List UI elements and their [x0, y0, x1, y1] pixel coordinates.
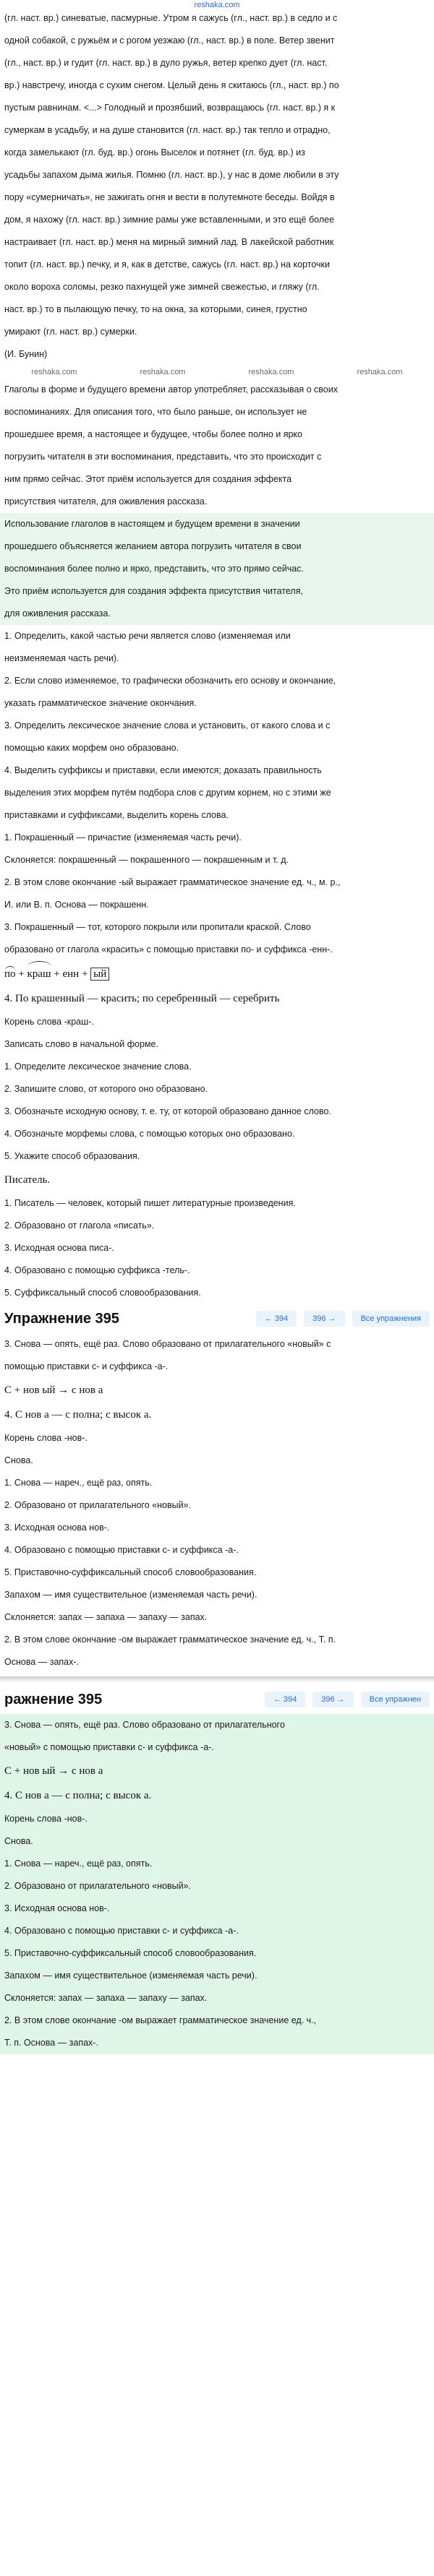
analysis-line: Корень слова -нов-.	[4, 1433, 88, 1443]
morph-scheme-3b: 4. С нов а — с полна; с высок а.	[4, 1409, 152, 1421]
root-krash: краш	[27, 961, 51, 986]
analysis-line: 1. Определите лексическое значение слова.	[4, 1061, 192, 1072]
analysis-line: 2. В этом слове окончание -ом выражает грамматическое значение ед. ч., Т. п.	[4, 1634, 336, 1645]
analysis-line: 3. Снова — опять, ещё раз. Слово образовано от прилагательного	[4, 1720, 285, 1730]
analysis-line: Склоняется: покрашенный — покрашенного — покрашенным и т. д.	[4, 855, 289, 865]
text-line: вр.) навстречу, иногда с сухим снегом. Целый день я скитаюсь (гл., наст. вр.) по	[4, 80, 339, 90]
analysis-line: 5. Приставочно-суффиксальный способ словообразования.	[4, 1567, 257, 1577]
analysis-line: 5. Суффиксальный способ словообразования.	[4, 1288, 201, 1298]
morph-scheme-1b: 4. По крашенный — красить; по серебренный — серебрить	[4, 993, 280, 1004]
watermark: reshaka.com	[248, 368, 294, 376]
separator	[0, 1676, 434, 1682]
text-line: умирают (гл. наст. вр.) сумерки.	[4, 327, 137, 337]
text-line: наст. вр.) то в пылающую печку, то на окна, за которыми, синея, грустно	[4, 304, 307, 314]
text-line: пору «сумерничать», не зажигать огня и вести в полутемноте беседы. Войдя в	[4, 192, 335, 202]
task-line: указать грамматическое значение окончания.	[4, 698, 197, 708]
analysis-line: Т. п. Основа — запах-.	[4, 2038, 98, 2048]
next-exercise-button[interactable]: 396 →	[304, 1311, 344, 1327]
author: (И. Бунин)	[4, 349, 48, 359]
analysis-line: Записать слово в начальной форме.	[4, 1039, 158, 1049]
text-line: воспоминаниях. Для описания того, что было раньше, он использует не	[4, 407, 307, 417]
text-line: воспоминания более полно и ярко, представить, что это прямо сейчас.	[4, 564, 304, 574]
task-line: 2. Если слово изменяемое, то графически обозначить его основу и окончание,	[4, 676, 336, 686]
word3-list	[0, 1472, 434, 1584]
site-header-link[interactable]: reshaka.com	[194, 1, 240, 9]
repeat-block	[0, 1714, 434, 2054]
analysis-line: 2. Образовано от прилагательного «новый».	[4, 1500, 191, 1510]
suffix-enn: енн	[62, 968, 80, 980]
text-line: дом, я нахожу (гл. наст. вр.) зимние рамы уже вставленными, и это ещё более	[4, 215, 335, 225]
text-line: Использование глаголов в настоящем и будущем времени в значении	[4, 519, 300, 529]
analysis-line: Корень слова -краш-.	[4, 1017, 94, 1027]
watermark: reshaka.com	[31, 368, 77, 376]
word2-label: Писатель.	[4, 1174, 51, 1186]
next-label: 396	[312, 1314, 326, 1323]
task-line: выделения этих морфем путём подбора слов с другим корнем, но с этими же	[4, 788, 331, 798]
text-line: одной собакой, с ружьём и с рогом уезжаю (гл., наст. вр.) в поле. Ветер звенит	[4, 35, 335, 46]
text-line: усадьбы запахом дыма жилья. Помню (гл. наст. вр.), у нас в доме любили в эту	[4, 170, 339, 180]
text-line: прошедшее время, а настоящее и будущее, чтобы более полно и ярко	[4, 429, 302, 439]
intro-section	[0, 0, 434, 366]
task-line: 3. Определить лексическое значение слова и установить, от какого слова и с	[4, 720, 331, 731]
text-line: сумеркам в усадьбу, и на душе становится (гл. наст. вр.) так тепло и отрадно,	[4, 125, 331, 135]
word1-tail	[0, 1011, 434, 1168]
repeat-morph-3b: 4. С нов а — с полна; с высок а.	[4, 1790, 152, 1801]
task-line: неизменяемая часть речи).	[4, 653, 119, 663]
ending-yi: ый	[90, 968, 109, 981]
all-exercises-button[interactable]: Все упражнения	[352, 1311, 430, 1327]
analysis-line: Снова.	[4, 1836, 33, 1846]
analysis-line: Запахом — имя существительное (изменяемая часть речи).	[4, 1590, 258, 1600]
analysis-line: 2. Образовано от прилагательного «новый».	[4, 1881, 191, 1891]
text-line: около вороха соломы, резко пахнущей уже зимней свежестью, и гляжу (гл.	[4, 282, 320, 292]
paragraph-a	[0, 379, 434, 513]
analysis-line: 3. Покрашенный — тот, которого покрыли или пропитали краской. Слово	[4, 922, 311, 932]
analysis-line: 4. Обозначьте морфемы слова, с помощью которых оно образовано.	[4, 1129, 295, 1139]
prefix-po: по	[4, 966, 16, 980]
text-line: Это приём используется для создания эффекта присутствия читателя,	[4, 586, 303, 596]
watermark: reshaka.com	[357, 368, 403, 376]
next-exercise-button-2[interactable]: 396 →	[312, 1692, 353, 1707]
analysis-line: Снова.	[4, 1455, 33, 1465]
text-line: погрузить читателя в эти воспоминания, представить, что это происходит с	[4, 452, 322, 462]
text-line: Глаголы в форме и будущего времени автор употребляет, рассказывая о своих	[4, 384, 338, 395]
analysis-line: 2. В этом слове окончание -ом выражает грамматическое значение ед. ч.,	[4, 2015, 317, 2025]
analysis-line: 5. Приставочно-суффиксальный способ словообразования.	[4, 1948, 257, 1958]
exercise-nav-2	[265, 1692, 430, 1707]
analysis-line: «новый» с помощью приставки с- и суффикса -а-.	[4, 1742, 214, 1752]
watermark-row	[0, 366, 434, 379]
analysis-line: помощью приставки с- и суффикса -а-.	[4, 1361, 169, 1371]
word3-tail	[0, 1427, 434, 1472]
all-exercises-button-2[interactable]: Все упражнен	[361, 1692, 430, 1707]
analysis-line: 3. Обозначьте исходную основу, т. е. ту, от которой образовано данное слово.	[4, 1106, 331, 1116]
analysis-line: Корень слова -нов-.	[4, 1814, 88, 1824]
exercise-title-2: ражнение 395	[4, 1691, 103, 1707]
analysis-line: Склоняется: запах — запаха — запаху — запах.	[4, 1612, 208, 1622]
analysis-line: 1. Покрашенный — причастие (изменяемая часть речи).	[4, 832, 242, 843]
text-line: (гл. наст. вр.) синеватые, пасмурные. Утром я сажусь (гл., наст. вр.) в седло и с	[4, 13, 338, 23]
exercise-title: Упражнение 395	[4, 1310, 119, 1327]
analysis-line: 3. Снова — опять, ещё раз. Слово образовано от прилагательного «новый» с	[4, 1339, 331, 1349]
analysis-line: 3. Исходная основа писа-.	[4, 1243, 114, 1253]
word1-analysis	[0, 827, 434, 961]
analysis-line: Основа — запах-.	[4, 1657, 80, 1667]
text-line: (гл., наст. вр.) и гудит (гл. наст. вр.) в дуло ружья, ветер крепко дует (гл. наст.	[4, 58, 328, 68]
prev-label: 394	[274, 1314, 289, 1323]
text-line: ним прямо сейчас. Этот приём используется для создания эффекта	[4, 474, 292, 484]
analysis-line: 4. Образовано с помощью приставки с- и суффикса -а-.	[4, 1926, 239, 1936]
word2-analysis	[0, 1192, 434, 1304]
prev-exercise-button-2[interactable]: ← 394	[265, 1692, 305, 1707]
text-line: присутствия читателя, для оживления рассказа.	[4, 496, 208, 507]
analysis-line: 2. В этом слове окончание -ый выражает грамматическое значение ед. ч., м. р.,	[4, 877, 341, 887]
text-line: для оживления рассказа.	[4, 608, 111, 619]
tasks-list	[0, 625, 434, 827]
analysis-line: 3. Исходная основа нов-.	[4, 1903, 110, 1913]
paragraph-b	[0, 513, 434, 625]
analysis-line: И. или В. п. Основа — покрашенн.	[4, 900, 149, 910]
word3-analysis	[0, 1333, 434, 1378]
analysis-line: 4. Образовано с помощью приставки с- и суффикса -а-.	[4, 1545, 239, 1555]
exercise-header	[0, 1304, 434, 1333]
word4-analysis	[0, 1584, 434, 1673]
text-line: пустым равнинам. <...> Голодный и прозябший, возвращаюсь (гл. наст. вр.) я к	[4, 103, 336, 113]
analysis-line: Запахом — имя существительное (изменяемая часть речи).	[4, 1970, 258, 1981]
morph-scheme-3: С + нов ый → с нов а	[4, 1384, 103, 1396]
repeat-morph-3: С + нов ый → с нов а	[4, 1765, 103, 1777]
analysis-line: 3. Исходная основа нов-.	[4, 1522, 110, 1533]
task-line: 1. Определить, какой частью речи является слово (изменяемая или	[4, 631, 291, 641]
next-label-2: 396	[321, 1695, 335, 1704]
task-line: помощью каких морфем оно образовано.	[4, 743, 179, 753]
watermark: reshaka.com	[140, 368, 186, 376]
analysis-line: 2. Образовано от глагола «писать».	[4, 1220, 155, 1231]
analysis-line: 1. Писатель — человек, который пишет литературные произведения.	[4, 1198, 296, 1208]
analysis-line: 1. Снова — нареч., ещё раз, опять.	[4, 1478, 153, 1488]
task-line: приставками и суффиксами, выделить корень слова.	[4, 810, 229, 820]
prev-label-2: 394	[283, 1695, 297, 1704]
task-line: 4. Выделить суффиксы и приставки, если имеются; доказать правильность	[4, 765, 322, 775]
analysis-line: 5. Укажите способ образования.	[4, 1151, 140, 1161]
text-line: прошедшего объясняется желанием автора погрузить читателя в свои	[4, 541, 302, 551]
exercise-header-2	[0, 1685, 434, 1714]
prev-exercise-button[interactable]: ← 394	[256, 1311, 297, 1327]
text-line: когда замелькают (гл. буд. вр.) огонь Выселок и потянет (гл. буд. вр.) из	[4, 147, 305, 158]
text-line: топит (гл. наст. вр.) печку, и я, как в детстве, сажусь (гл. наст. вр.) на корточки	[4, 259, 330, 270]
analysis-line: 1. Снова — нареч., ещё раз, опять.	[4, 1858, 153, 1869]
analysis-line: Склоняется: запах — запаха — запаху — запах.	[4, 1993, 208, 2003]
analysis-line: образовано от глагола «красить» с помощью приставки по- и суффикса -енн-.	[4, 944, 333, 955]
analysis-line: 2. Запишите слово, от которого оно образовано.	[4, 1084, 208, 1094]
analysis-line: 4. Образовано с помощью суффикса -тель-.	[4, 1265, 190, 1275]
text-line: настраивает (гл. наст. вр.) меня на мирный зимний лад. В лакейской работник	[4, 237, 334, 247]
morph-scheme-1: по + краш + енн + ый	[0, 961, 434, 986]
exercise-nav	[256, 1311, 430, 1327]
